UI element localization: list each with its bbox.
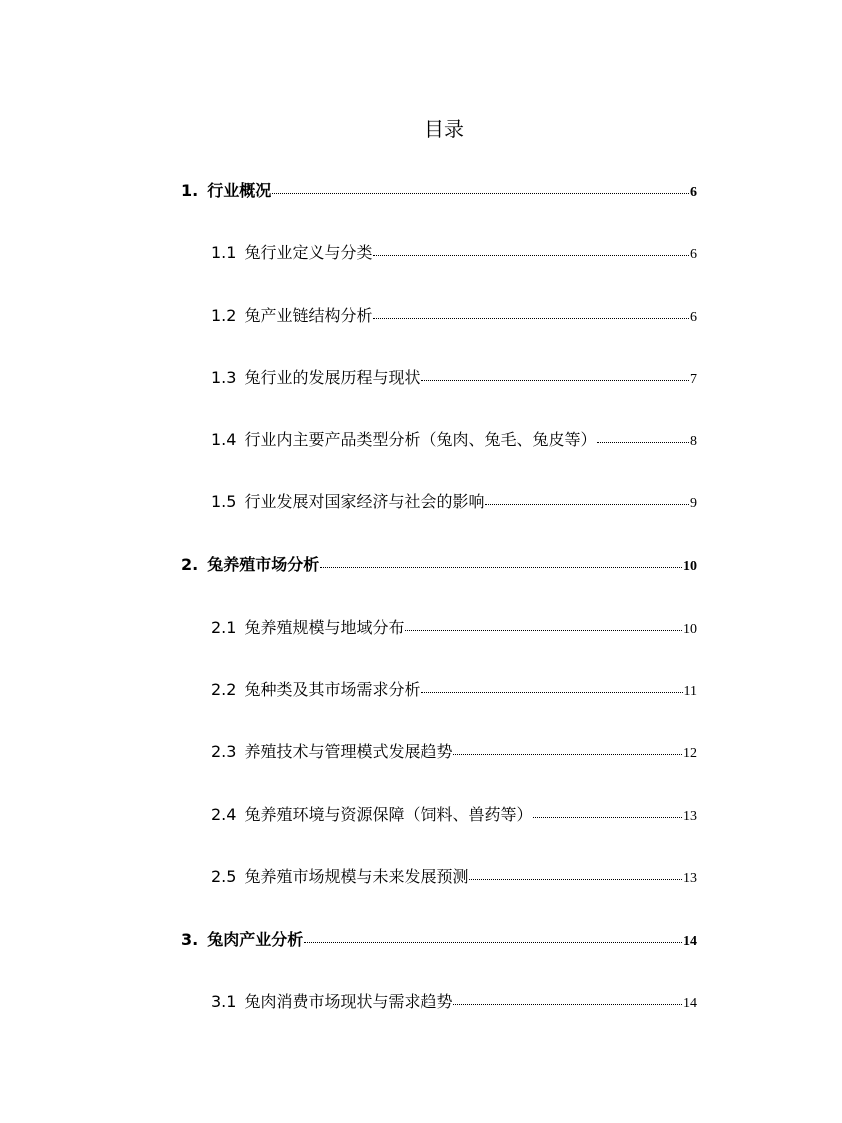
toc-entry-text: 兔养殖规模与地域分布 — [244, 618, 405, 637]
toc-dot-leader — [533, 817, 682, 818]
toc-entry-page: 6 — [690, 185, 697, 200]
toc-entry-page: 11 — [683, 684, 697, 699]
toc-entry-number: 1.3 — [211, 368, 237, 387]
toc-entry-page: 6 — [690, 247, 697, 262]
toc-entry-text: 兔行业定义与分类 — [244, 243, 373, 262]
toc-entry-text: 行业内主要产品类型分析（兔肉、兔毛、兔皮等） — [244, 430, 597, 449]
toc-dot-leader — [272, 193, 689, 194]
toc-title: 目录 — [424, 117, 464, 141]
toc-entry-page: 8 — [690, 434, 697, 449]
toc-entry-page: 13 — [683, 871, 697, 886]
toc-dot-leader — [304, 942, 682, 943]
toc-entry-text: 兔肉产业分析 — [207, 930, 304, 949]
toc-entry-2-5[interactable] — [211, 865, 697, 889]
toc-entry-text: 兔种类及其市场需求分析 — [244, 680, 421, 699]
toc-entry-number: 1. — [181, 181, 199, 200]
toc-entry-number: 1.1 — [211, 243, 237, 262]
toc-entry-text: 兔养殖环境与资源保障（饲料、兽药等） — [244, 805, 533, 824]
toc-dot-leader — [320, 567, 682, 568]
toc-entry-text: 兔行业的发展历程与现状 — [244, 368, 421, 387]
toc-dot-leader — [421, 692, 682, 693]
toc-dot-leader — [597, 442, 689, 443]
toc-entry-1-2[interactable] — [211, 304, 697, 328]
toc-entry-1-5[interactable] — [211, 490, 697, 514]
toc-dot-leader — [485, 504, 689, 505]
toc-entry-page: 6 — [690, 310, 697, 325]
toc-entry-3[interactable] — [181, 928, 697, 952]
toc-entry-number: 2.5 — [211, 867, 237, 886]
toc-entry-page: 12 — [683, 746, 697, 761]
toc-entry-text: 行业概况 — [207, 181, 272, 200]
toc-entry-text: 养殖技术与管理模式发展趋势 — [244, 742, 453, 761]
toc-dot-leader — [453, 1004, 682, 1005]
toc-dot-leader — [405, 630, 682, 631]
toc-entry-text: 兔肉消费市场现状与需求趋势 — [244, 992, 453, 1011]
toc-entry-number: 3. — [181, 930, 199, 949]
toc-entry-text: 行业发展对国家经济与社会的影响 — [244, 492, 485, 511]
toc-entry-number: 2.2 — [211, 680, 237, 699]
toc-entry-number: 2.3 — [211, 742, 237, 761]
toc-entry-1-4[interactable] — [211, 428, 697, 452]
toc-entry-2[interactable] — [181, 553, 697, 577]
toc-entry-3-1[interactable] — [211, 990, 697, 1014]
toc-entry-2-4[interactable] — [211, 803, 697, 827]
toc-entry-text: 兔产业链结构分析 — [244, 306, 373, 325]
toc-entry-page: 10 — [683, 622, 697, 637]
toc-dot-leader — [421, 380, 689, 381]
toc-entry-2-1[interactable] — [211, 616, 697, 640]
toc-entry-page: 14 — [683, 934, 697, 949]
toc-entry-2-2[interactable] — [211, 678, 697, 702]
toc-entry-page: 9 — [690, 496, 697, 511]
toc-entry-number: 3.1 — [211, 992, 237, 1011]
toc-entry-1[interactable] — [181, 179, 697, 203]
toc-entry-number: 2.1 — [211, 618, 237, 637]
toc-entry-number: 1.5 — [211, 492, 237, 511]
toc-dot-leader — [373, 318, 689, 319]
toc-dot-leader — [453, 754, 682, 755]
toc-entry-number: 2.4 — [211, 805, 237, 824]
toc-dot-leader — [469, 879, 682, 880]
toc-entry-page: 10 — [683, 559, 697, 574]
toc-entry-1-1[interactable] — [211, 241, 697, 265]
toc-entry-1-3[interactable] — [211, 366, 697, 390]
toc-dot-leader — [373, 255, 689, 256]
toc-entry-number: 1.4 — [211, 430, 237, 449]
toc-entry-page: 13 — [683, 809, 697, 824]
toc-entry-page: 14 — [683, 996, 697, 1011]
toc-entry-2-3[interactable] — [211, 740, 697, 764]
toc-entry-text: 兔养殖市场分析 — [207, 555, 320, 574]
toc-entry-page: 7 — [690, 372, 697, 387]
toc-entry-text: 兔养殖市场规模与未来发展预测 — [244, 867, 469, 886]
toc-entry-number: 2. — [181, 555, 199, 574]
toc-entry-number: 1.2 — [211, 306, 237, 325]
